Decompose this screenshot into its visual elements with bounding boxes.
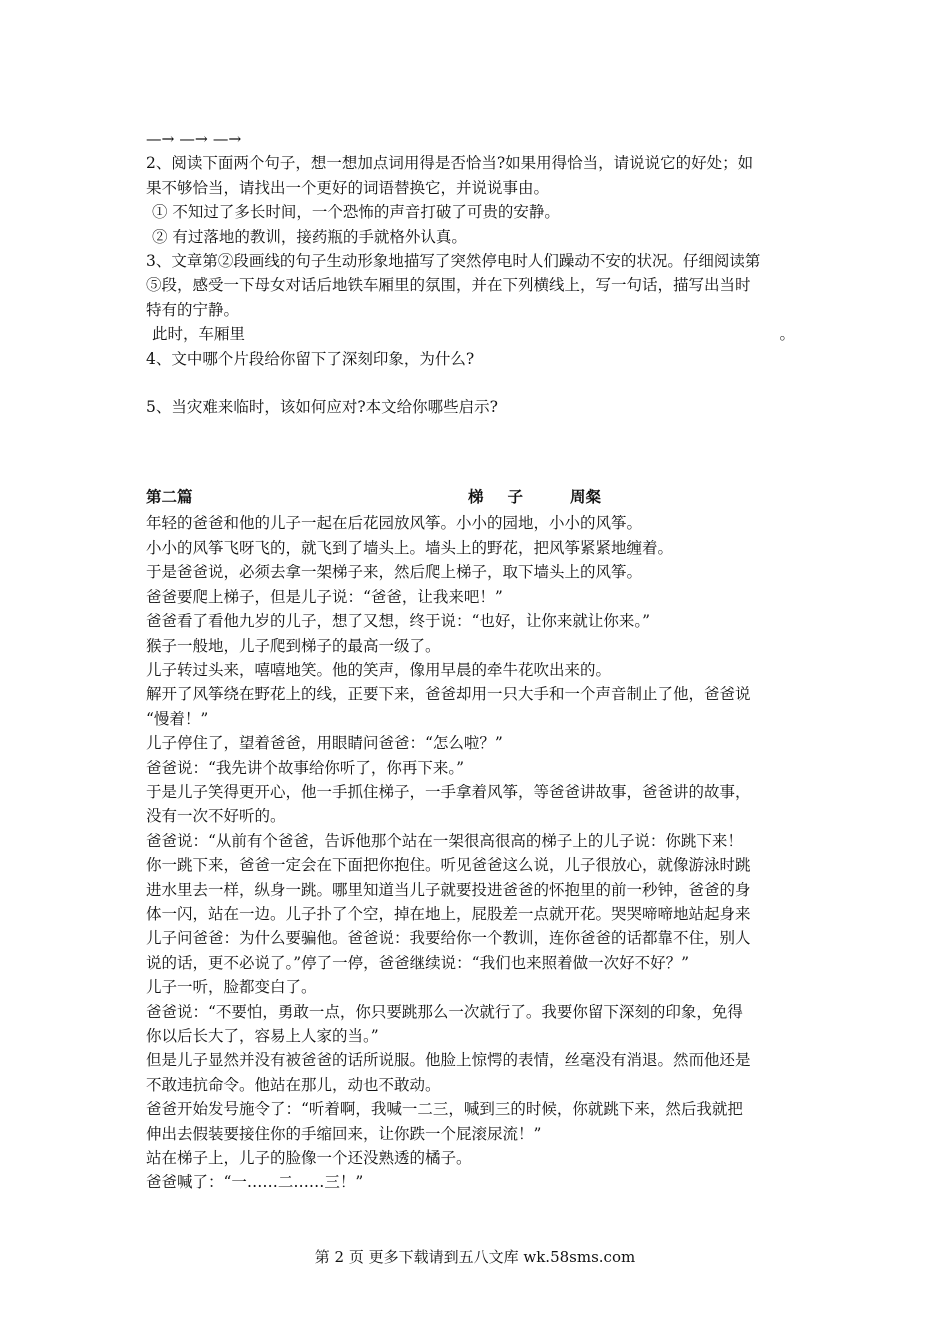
page-content bbox=[146, 127, 811, 1195]
question-4: 4、文中哪个片段给你留下了深刻印象，为什么? bbox=[146, 349, 475, 368]
question-2-sentence-1: ① 不知过了多长时间，一个恐怖的声音打破了可贵的安静。 bbox=[152, 203, 560, 222]
fill-blank-prefix: 此时，车厢里 bbox=[152, 325, 246, 344]
fill-blank-suffix: 。 bbox=[779, 325, 795, 344]
article-line: 爸爸说：“从前有个爸爸，告诉他那个站在一架很高很高的梯子上的儿子说：你跳下来！ bbox=[146, 831, 743, 850]
article-line: 你一跳下来，爸爸一定会在下面把你抱住。听见爸爸这么说，儿子很放心，就像游泳时跳 bbox=[146, 856, 751, 875]
article-line: 于是儿子笑得更开心，他一手抓住梯子，一手拿着风筝，等爸爸讲故事，爸爸讲的故事， bbox=[146, 782, 751, 801]
article-line: 年轻的爸爸和他的儿子一起在后花园放风筝。小小的园地，小小的风筝。 bbox=[146, 514, 643, 533]
article-line: 解开了风筝绕在野花上的线，正要下来，爸爸却用一只大手和一个声音制止了他，爸爸说 bbox=[146, 685, 751, 704]
article-line: 儿子停住了，望着爸爸，用眼睛问爸爸：“怎么啦？” bbox=[146, 734, 503, 753]
article-line: 儿子一听，脸都变白了。 bbox=[146, 978, 317, 997]
answer-space bbox=[146, 419, 811, 485]
article-line: 站在梯子上，儿子的脸像一个还没熟透的橘子。 bbox=[146, 1149, 472, 1168]
article-line: 说的话，更不必说了。”停了一停，爸爸继续说：“我们也来照着做一次好不好？” bbox=[146, 953, 690, 972]
question-3-line-1: 3、文章第②段画线的句子生动形象地描写了突然停电时人们躁动不安的状况。仔细阅读第 bbox=[146, 252, 761, 271]
question-3-line-2: ⑤段，感受一下母女对话后地铁车厢里的氛围，并在下列横线上，写一句话，描写出当时 bbox=[146, 276, 751, 295]
article-line: 爸爸喊了：“一……二……三！” bbox=[146, 1173, 364, 1192]
question-2-line-2: 果不够恰当，请找出一个更好的词语替换它，并说说事由。 bbox=[146, 178, 550, 197]
article-line: 于是爸爸说，必须去拿一架梯子来，然后爬上梯子，取下墙头上的风筝。 bbox=[146, 563, 643, 582]
article-line: 爸爸说：“不要怕，勇敢一点，你只要跳那么一次就行了。我要你留下深刻的印象，免得 bbox=[146, 1002, 743, 1021]
chapter-label: 第二篇 bbox=[146, 487, 193, 507]
article-line: 伸出去假装要接住你的手缩回来，让你跌一个屁滚尿流！” bbox=[146, 1124, 542, 1143]
question-5: 5、当灾难来临时，该如何应对?本文给你哪些启示? bbox=[146, 398, 498, 417]
article-line: 爸爸说：“我先讲个故事给你听了，你再下来。” bbox=[146, 758, 465, 777]
article-line: 不敢违抗命令。他站在那儿，动也不敢动。 bbox=[146, 1075, 441, 1094]
question-2-line-1: 2、阅读下面两个句子，想一想加点词用得是否恰当?如果用得恰当，请说说它的好处；如 bbox=[146, 154, 754, 173]
article-line: 儿子转过头来，嘻嘻地笑。他的笑声，像用早晨的牵牛花吹出来的。 bbox=[146, 660, 612, 679]
article-title: 梯子 bbox=[468, 487, 548, 507]
question-2-sentence-2: ② 有过落地的教训，接药瓶的手就格外认真。 bbox=[152, 227, 467, 246]
article-line: 爸爸开始发号施令了：“听着啊，我喊一二三，喊到三的时候，你就跳下来，然后我就把 bbox=[146, 1100, 743, 1119]
article-line: 你以后长大了，容易上人家的当。” bbox=[146, 1027, 379, 1045]
question-3-fill-blank bbox=[146, 322, 811, 346]
article-line: 猴子一般地，儿子爬到梯子的最高一级了。 bbox=[146, 636, 441, 655]
arrow-sequence: —→ —→ —→ bbox=[146, 130, 242, 148]
article-line: 进水里去一样，纵身一跳。哪里知道当儿子就要投进爸爸的怀抱里的前一秒钟，爸爸的身 bbox=[146, 880, 751, 899]
page-footer: 第 2 页 更多下载请到五八文库 wk.58sms.com bbox=[314, 1248, 636, 1266]
article-line: 但是儿子显然并没有被爸爸的话所说服。他脸上惊愕的表情，丝毫没有消退。然而他还是 bbox=[146, 1051, 751, 1070]
article-author: 周粲 bbox=[570, 487, 602, 507]
question-3-line-3: 特有的宁静。 bbox=[146, 300, 240, 319]
article-line: 爸爸要爬上梯子，但是儿子说：“爸爸，让我来吧！” bbox=[146, 587, 503, 606]
article-line: 没有一次不好听的。 bbox=[146, 807, 286, 826]
article-line: 儿子问爸爸：为什么要骗他。爸爸说：我要给你一个教训，连你爸爸的话都靠不住，别人 bbox=[146, 929, 751, 948]
article-heading bbox=[146, 485, 811, 511]
article-line: 爸爸看了看他九岁的儿子，想了又想，终于说：“也好，让你来就让你来。” bbox=[146, 612, 651, 631]
answer-space bbox=[146, 371, 811, 395]
article-line: 小小的风筝飞呀飞的，就飞到了墙头上。墙头上的野花，把风筝紧紧地缠着。 bbox=[146, 538, 674, 557]
article-line: “慢着！” bbox=[146, 709, 209, 728]
article-line: 体一闪，站在一边。儿子扑了个空，掉在地上，屁股差一点就开花。哭哭啼啼地站起身来 bbox=[146, 904, 751, 923]
